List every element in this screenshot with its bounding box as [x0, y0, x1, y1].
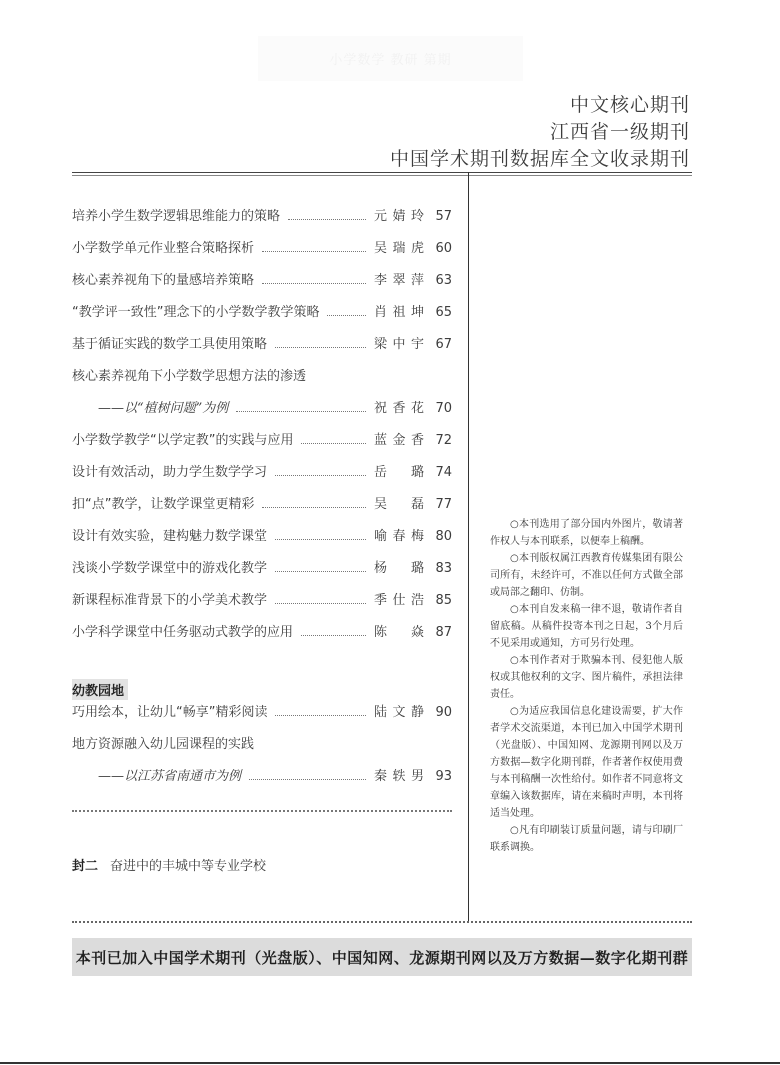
toc-leader	[275, 571, 366, 572]
page-bottom-rule	[0, 1062, 780, 1064]
toc-entry-title-only[interactable]	[72, 733, 452, 765]
toc-author: 岳 璐	[374, 465, 424, 480]
toc-title: “教学评一致性”理念下的小学数学教学策略	[72, 305, 320, 320]
toc-title: 小学数学教学“以学定教”的实践与应用	[72, 433, 294, 448]
toc-author: 喻春梅	[374, 529, 424, 544]
toc-author: 元婧玲	[374, 209, 424, 224]
section-title: 幼教园地	[72, 679, 128, 700]
toc-leader	[275, 603, 366, 604]
toc-entry[interactable]	[72, 557, 452, 589]
toc-page: 57	[435, 209, 452, 224]
table-of-contents	[72, 205, 452, 797]
toc-page: 93	[435, 769, 452, 784]
notice-paragraph: ○本刊选用了部分国内外图片，敬请著作权人与本刊联系，以便奉上稿酬。	[490, 519, 683, 547]
toc-leader	[262, 283, 366, 284]
toc-leader	[301, 635, 366, 636]
bottom-dotted-rule	[72, 921, 692, 923]
toc-page: 74	[435, 465, 452, 480]
notice-paragraph: ○凡有印刷装订质量问题，请与印刷厂联系调换。	[490, 825, 683, 853]
toc-title: 小学科学课堂中任务驱动式教学的应用	[72, 625, 294, 640]
toc-author: 陆文静	[374, 705, 424, 720]
toc-page: 65	[435, 305, 452, 320]
notice-paragraph: ○本刊作者对于欺骗本刊、侵犯他人版权或其他权利的文字、图片稿件，承担法律责任。	[490, 655, 683, 700]
database-banner: 本刊已加入中国学术期刊（光盘版）、中国知网、龙源期刊网以及万方数据—数字化期刊群	[72, 938, 692, 976]
toc-page: 77	[435, 497, 452, 512]
top-rule	[72, 172, 692, 173]
toc-author: 祝香花	[374, 401, 424, 416]
toc-leader	[327, 315, 366, 316]
toc-page: 80	[435, 529, 452, 544]
copyright-notice	[490, 516, 683, 856]
toc-title: 培养小学生数学逻辑思维能力的策略	[72, 209, 281, 224]
toc-entry[interactable]	[72, 701, 452, 733]
toc-author: 李翠萍	[374, 273, 424, 288]
toc-leader	[262, 507, 366, 508]
toc-title: 地方资源融入幼儿园课程的实践	[72, 737, 255, 752]
toc-entry-subtitle[interactable]	[72, 397, 452, 429]
toc-entry[interactable]	[72, 461, 452, 493]
column-divider	[468, 172, 469, 922]
toc-author: 吴 磊	[374, 497, 424, 512]
section-heading	[72, 677, 452, 701]
toc-leader	[275, 539, 366, 540]
toc-page: 90	[435, 705, 452, 720]
toc-subtitle: ——以江苏省南通市为例	[98, 769, 242, 784]
toc-leader	[275, 715, 366, 716]
toc-subtitle: ——以“植树问题”为例	[98, 401, 229, 416]
toc-page: 85	[435, 593, 452, 608]
toc-author: 蓝金香	[374, 433, 424, 448]
badge-line: 中国学术期刊数据库全文收录期刊	[389, 148, 690, 170]
toc-entry[interactable]	[72, 301, 452, 333]
notice-paragraph: ○本刊版权属江西教育传媒集团有限公司所有，未经许可，不准以任何方式做全部或局部之翻印、仿制。	[490, 553, 683, 598]
cover-two-text: 奋进中的丰城中等专业学校	[110, 859, 267, 874]
toc-entry-subtitle[interactable]	[72, 765, 452, 797]
toc-page: 67	[435, 337, 452, 352]
toc-title: 扣“点”教学，让数学课堂更精彩	[72, 497, 255, 512]
notice-paragraph: ○本刊自发来稿一律不退，敬请作者自留底稿。从稿件投寄本刊之日起，3个月后不见采用或通知，方可另行处理。	[490, 604, 683, 649]
toc-entry[interactable]	[72, 205, 452, 237]
toc-page: 70	[435, 401, 452, 416]
faded-header: 小学数学 教研 第期	[258, 36, 523, 81]
notice-paragraph: ○为适应我国信息化建设需要，扩大作者学术交流渠道，本刊已加入中国学术期刊（光盘版）、中国知网、龙源期刊网以及万方数据—数字化期刊群，作者著作权使用费与本刊稿酬一次性给付。如作者不同意将文章编入该数据库，请在来稿时声明，本刊将适当处理。	[490, 706, 683, 819]
toc-entry-title-only[interactable]	[72, 365, 452, 397]
toc-title: 基于循证实践的数学工具使用策略	[72, 337, 268, 352]
toc-title: 设计有效实验，建构魅力数学课堂	[72, 529, 268, 544]
toc-page: 83	[435, 561, 452, 576]
toc-leader	[249, 779, 366, 780]
toc-entry[interactable]	[72, 589, 452, 621]
cover-two-label: 封二	[72, 859, 99, 874]
dotted-separator	[72, 810, 452, 812]
toc-page: 63	[435, 273, 452, 288]
toc-title: 浅谈小学数学课堂中的游戏化教学	[72, 561, 268, 576]
toc-author: 肖祖坤	[374, 305, 424, 320]
toc-leader	[288, 219, 366, 220]
cover-two-entry[interactable]	[72, 855, 266, 874]
toc-entry[interactable]	[72, 493, 452, 525]
toc-title: 核心素养视角下的量感培养策略	[72, 273, 255, 288]
top-rule-thin	[72, 175, 692, 176]
toc-author: 杨 璐	[374, 561, 424, 576]
toc-author: 梁中宇	[374, 337, 424, 352]
toc-title: 设计有效活动，助力学生数学学习	[72, 465, 268, 480]
toc-leader	[275, 475, 366, 476]
toc-entry[interactable]	[72, 621, 452, 653]
toc-author: 季仕浩	[374, 593, 424, 608]
badge-line: 江西省一级期刊	[549, 121, 690, 143]
toc-page: 60	[435, 241, 452, 256]
toc-leader	[236, 411, 366, 412]
toc-author: 秦轶男	[374, 769, 424, 784]
toc-entry[interactable]	[72, 237, 452, 269]
toc-entry[interactable]	[72, 269, 452, 301]
toc-title: 新课程标准背景下的小学美术教学	[72, 593, 268, 608]
toc-leader	[301, 443, 366, 444]
toc-entry[interactable]	[72, 333, 452, 365]
toc-author: 吴瑞虎	[374, 241, 424, 256]
toc-title: 巧用绘本，让幼儿“畅享”精彩阅读	[72, 705, 268, 720]
toc-page: 72	[435, 433, 452, 448]
toc-leader	[275, 347, 366, 348]
toc-title: 小学数学单元作业整合策略探析	[72, 241, 255, 256]
toc-leader	[262, 251, 366, 252]
badge-line: 中文核心期刊	[569, 94, 690, 116]
toc-author: 陈 焱	[374, 625, 424, 640]
toc-entry[interactable]	[72, 525, 452, 557]
toc-title: 核心素养视角下小学数学思想方法的渗透	[72, 369, 307, 384]
toc-page: 87	[435, 625, 452, 640]
journal-badges	[390, 92, 690, 173]
toc-entry[interactable]	[72, 429, 452, 461]
